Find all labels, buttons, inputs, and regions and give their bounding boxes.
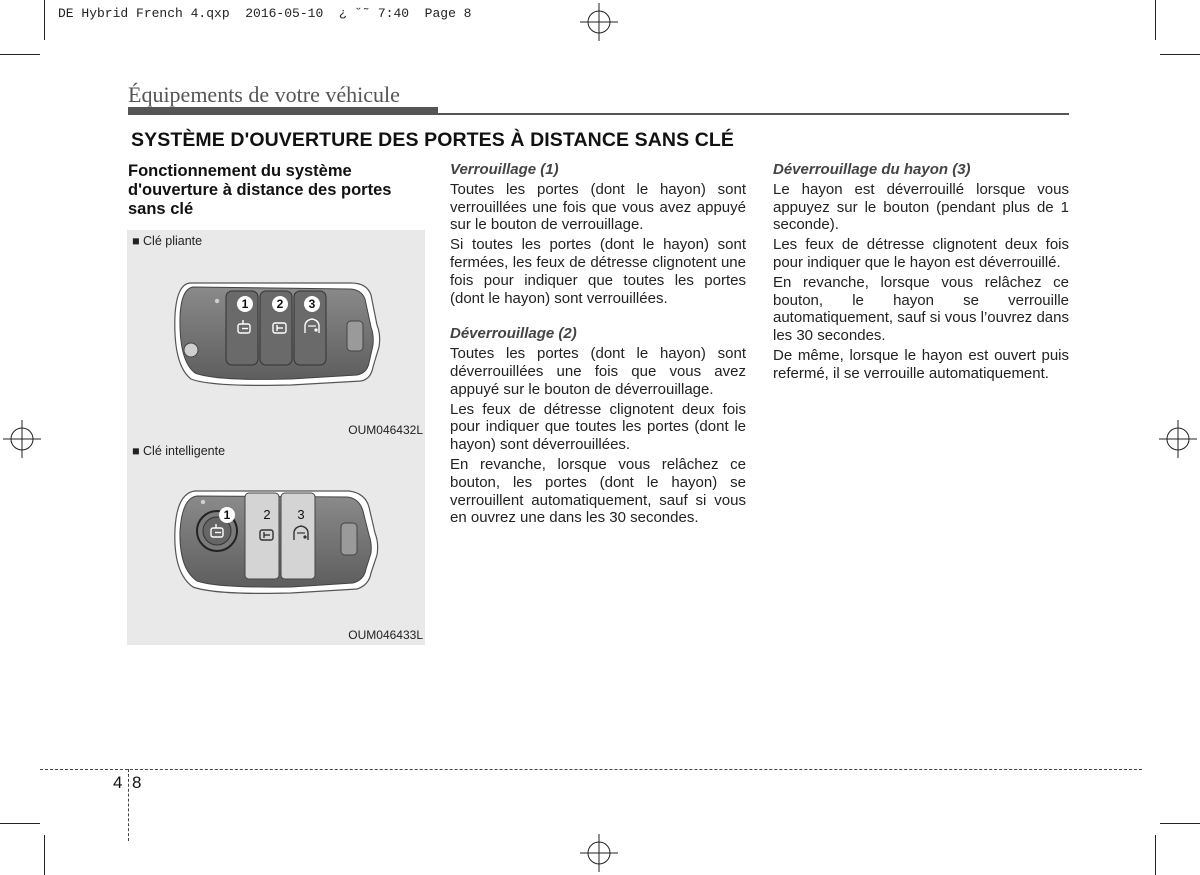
- paragraph: En revanche, lorsque vous relâchez ce bouton, les portes (dont le hayon) se verrouillent automatiquement, sauf si vous en ouvrez une dans les 30 secondes.: [450, 455, 746, 527]
- button-number-badge: 1: [219, 507, 235, 523]
- print-header: DE Hybrid French 4.qxp 2016-05-10 ¿ ˘˜ 7:40 Page 8: [58, 6, 472, 21]
- footer-rule: [40, 769, 1142, 770]
- section-heading-tailgate: Déverrouillage du hayon (3): [773, 161, 971, 178]
- key-button-2: [270, 296, 290, 335]
- section-heading-unlock: Déverrouillage (2): [450, 325, 577, 343]
- paragraph: Les feux de détresse clignotent deux fois pour indiquer que toutes les portes (dont le hayon) sont déverrouillées.: [450, 400, 746, 454]
- registration-mark-icon: [580, 834, 618, 872]
- registration-mark-icon: [580, 3, 618, 41]
- chapter-number: 4: [113, 773, 123, 792]
- key-button-1: [208, 507, 234, 539]
- figure-code: OUM046432L: [348, 423, 423, 437]
- figure-smart-key: [127, 440, 425, 645]
- footer-rule: [128, 769, 129, 841]
- crop-mark: [0, 54, 40, 55]
- unlock-icon: [257, 526, 277, 542]
- crop-mark: [1160, 823, 1200, 824]
- spacer: [450, 309, 746, 325]
- figure-code: OUM046433L: [348, 628, 423, 642]
- key-button-3: [302, 296, 322, 335]
- registration-mark-icon: [3, 420, 41, 458]
- tailgate-icon: [302, 317, 322, 335]
- button-number-badge: 1: [237, 296, 253, 312]
- button-number-label: 2: [263, 507, 271, 522]
- page-number: 8: [132, 773, 142, 792]
- figure-folding-key: [127, 230, 425, 440]
- crop-mark: [1160, 54, 1200, 55]
- crop-mark: [0, 823, 40, 824]
- crop-mark: [1155, 835, 1156, 875]
- key-button-2: [257, 507, 277, 542]
- paragraph: Les feux de détresse clignotent deux fois pour indiquer que le hayon est déverrouillé.: [773, 236, 1069, 271]
- figure-label: ■ Clé intelligente: [132, 444, 226, 458]
- title-rule: [438, 113, 1069, 115]
- paragraph: Le hayon est déverrouillé lorsque vous appuyez sur le bouton (pendant plus de 1 seconde).: [773, 180, 1069, 234]
- registration-mark-icon: [1159, 420, 1197, 458]
- paragraph: En revanche, lorsque vous relâchez ce bouton, le hayon se verrouille automatiquement, sauf si vous l’ouvrez dans les 30 secondes.: [773, 273, 1069, 345]
- figure-label: ■ Clé pliante: [132, 234, 203, 248]
- text-column-1: [450, 161, 746, 529]
- paragraph: De même, lorsque le hayon est ouvert puis refermé, il se verrouille automatiquement.: [773, 346, 1069, 382]
- key-button-3: [291, 507, 311, 542]
- tailgate-icon: [291, 524, 311, 542]
- crop-mark: [44, 0, 45, 40]
- button-number-badge: 2: [272, 296, 288, 312]
- paragraph: Toutes les portes (dont le hayon) sont déverrouillées une fois que vous avez appuyé sur le bouton de déverrouillage.: [450, 345, 746, 398]
- crop-mark: [44, 835, 45, 875]
- paragraph: Si toutes les portes (dont le hayon) sont fermées, les feux de détresse clignotent une fois pour indiquer que toutes les portes (dont le hayon) sont verrouillées.: [450, 236, 746, 307]
- key-button-1: [235, 296, 255, 335]
- page-title: SYSTÈME D'OUVERTURE DES PORTES À DISTANCE SANS CLÉ: [131, 129, 735, 151]
- section-title: Équipements de votre véhicule: [128, 82, 400, 107]
- button-number-label: 3: [297, 507, 305, 522]
- smart-key-illustration: [171, 485, 383, 600]
- button-number-badge: 3: [304, 296, 320, 312]
- paragraph: Toutes les portes (dont le hayon) sont verrouillées une fois que vous avez appuyé sur le bouton de verrouillage.: [450, 180, 746, 234]
- crop-mark: [1155, 0, 1156, 40]
- lock-icon: [208, 523, 228, 539]
- section-heading-lock: Verrouillage (1): [450, 161, 559, 178]
- title-rule: [128, 107, 438, 115]
- text-column-2: [773, 161, 1069, 385]
- lock-icon: [235, 319, 255, 335]
- subheading: Fonctionnement du système d'ouverture à distance des portes sans clé: [128, 162, 392, 218]
- unlock-icon: [270, 319, 290, 335]
